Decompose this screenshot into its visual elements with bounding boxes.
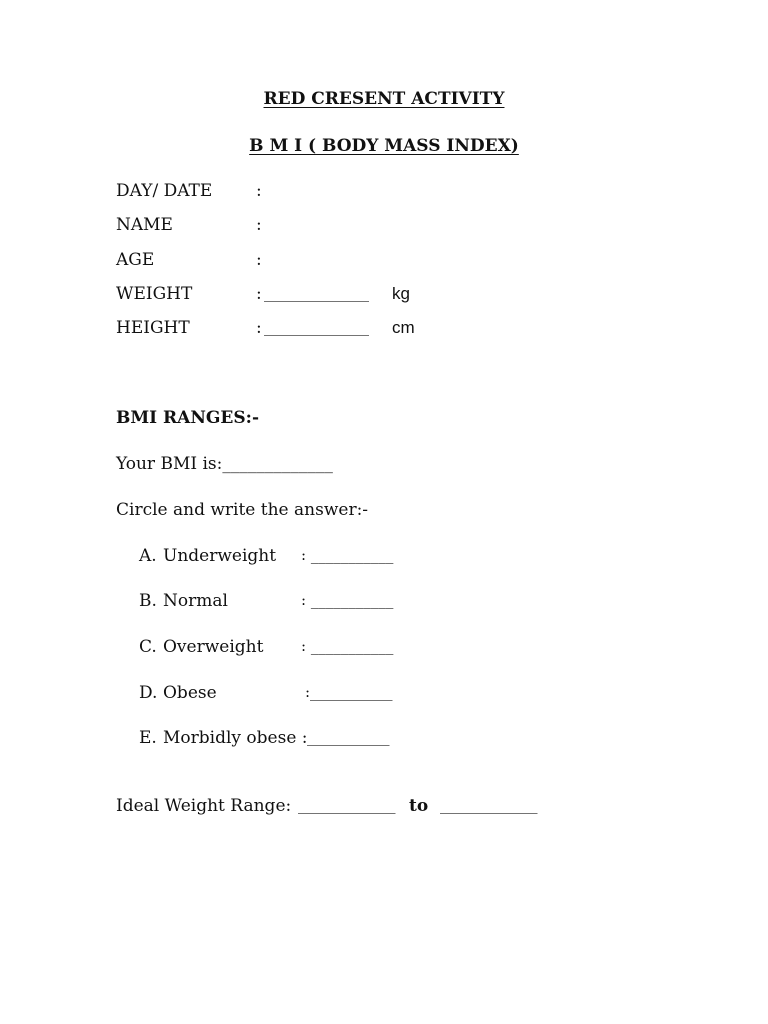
- option-label: Underweight: [163, 546, 277, 566]
- weight-blank: ______________: [264, 284, 369, 302]
- option-letter: C.: [139, 637, 157, 657]
- bmi-ranges-heading: BMI RANGES:-: [116, 408, 259, 428]
- option-label: Obese: [163, 683, 217, 703]
- field-separator: :: [256, 318, 262, 338]
- field-label: HEIGHT: [116, 318, 190, 338]
- ideal-to: to: [409, 796, 429, 816]
- height-unit: cm: [392, 318, 415, 337]
- option-blank: : ___________: [301, 591, 394, 609]
- field-label: DAY/ DATE: [116, 181, 213, 201]
- field-separator: :: [256, 284, 262, 304]
- option-letter: D.: [139, 683, 158, 703]
- option-letter: B.: [139, 591, 157, 611]
- option-letter: E.: [139, 728, 157, 748]
- page-title: RED CRESENT ACTIVITY: [263, 89, 505, 109]
- field-separator: :: [256, 181, 262, 201]
- field-label: WEIGHT: [116, 284, 193, 304]
- ideal-blank-from: _____________: [298, 796, 396, 814]
- field-label: NAME: [116, 215, 173, 235]
- option-blank: :___________: [305, 683, 393, 701]
- option-label: Normal: [163, 591, 228, 611]
- option-blank: ___________: [307, 728, 390, 746]
- your-bmi-line: Your BMI is:_____________: [116, 454, 333, 474]
- page-subtitle: B M I ( BODY MASS INDEX): [249, 136, 519, 156]
- option-letter: A.: [139, 546, 157, 566]
- weight-unit: kg: [392, 284, 410, 303]
- height-blank: ______________: [264, 318, 369, 336]
- option-label: Overweight: [163, 637, 264, 657]
- ideal-label: Ideal Weight Range:: [116, 796, 292, 816]
- field-separator: :: [256, 250, 262, 270]
- ideal-blank-to: _____________: [440, 796, 538, 814]
- field-separator: :: [256, 215, 262, 235]
- instruction-text: Circle and write the answer:-: [116, 500, 369, 520]
- option-label: Morbidly obese :: [163, 728, 308, 748]
- field-label: AGE: [116, 250, 155, 270]
- option-blank: : ___________: [301, 637, 394, 655]
- option-blank: : ___________: [301, 546, 394, 564]
